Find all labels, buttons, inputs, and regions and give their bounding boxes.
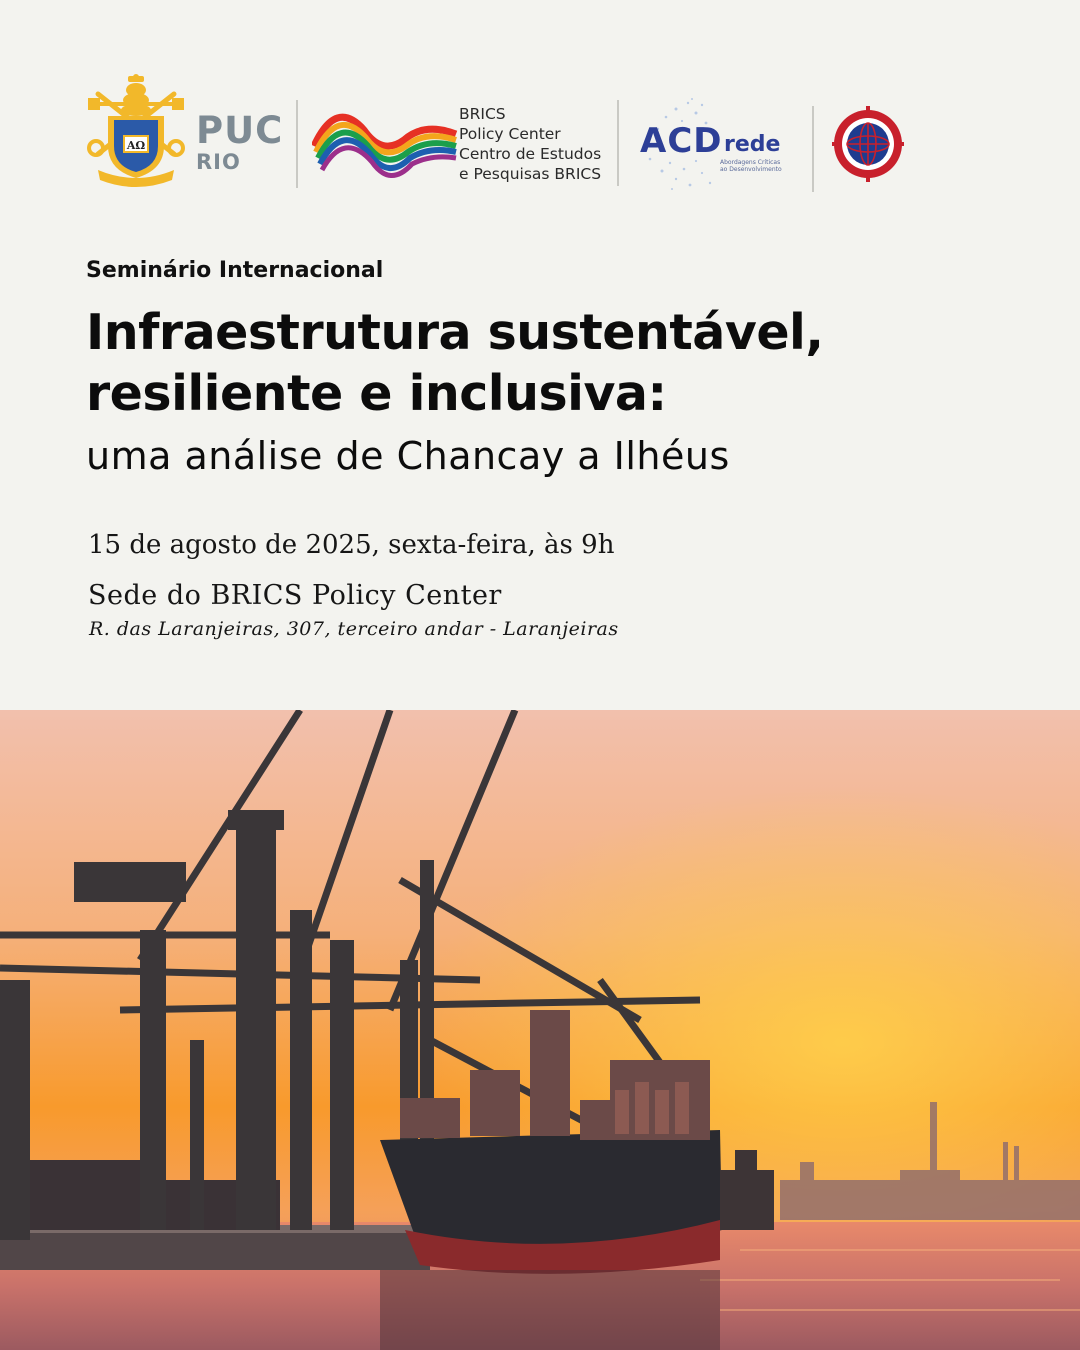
- svg-text:AΩ: AΩ: [126, 139, 146, 152]
- clube-de-engenharia-seal-icon: [832, 106, 908, 190]
- brics-line-4: e Pesquisas BRICS: [459, 165, 602, 183]
- acd-rede-logo: [636, 95, 786, 195]
- logo-divider: [617, 100, 619, 186]
- brics-policy-center-wordmark: [459, 104, 601, 184]
- event-address: R. das Laranjeiras, 307, terceiro andar - Laranjeiras: [89, 618, 619, 640]
- acd-wordmark: ACD: [640, 121, 723, 161]
- brics-ribbons-icon: [312, 100, 458, 188]
- acd-tagline-line-2: ao Desenvolvimento: [720, 166, 782, 173]
- acd-rede-wordmark: rede: [724, 132, 781, 157]
- port-sunset-photo: [0, 710, 1080, 1350]
- acd-tagline: [720, 159, 790, 173]
- logo-divider: [296, 100, 298, 188]
- event-title-line-1: Infraestrutura sustentável,: [86, 304, 824, 361]
- partner-logos: [0, 0, 1080, 240]
- brics-line-3: Centro de Estudos: [459, 145, 602, 163]
- event-title-line-2: resiliente e inclusiva:: [86, 365, 667, 422]
- logo-divider: [812, 106, 814, 192]
- event-subtitle: Seminário Internacional: [86, 258, 384, 283]
- event-venue: Sede do BRICS Policy Center: [88, 580, 502, 611]
- puc-rio-wordmark: [196, 109, 284, 174]
- puc-rio-crest-icon: [84, 74, 188, 192]
- event-title: [86, 302, 823, 424]
- brics-line-1: BRICS: [459, 105, 506, 123]
- puc-wordmark-main: PUC: [196, 109, 284, 152]
- event-title-subline: uma análise de Chancay a Ilhéus: [86, 434, 730, 478]
- acd-tagline-line-1: Abordagens Críticas: [720, 159, 781, 166]
- brics-line-2: Policy Center: [459, 125, 561, 143]
- puc-wordmark-sub: RIO: [196, 150, 241, 174]
- event-date: 15 de agosto de 2025, sexta-feira, às 9h: [88, 530, 615, 560]
